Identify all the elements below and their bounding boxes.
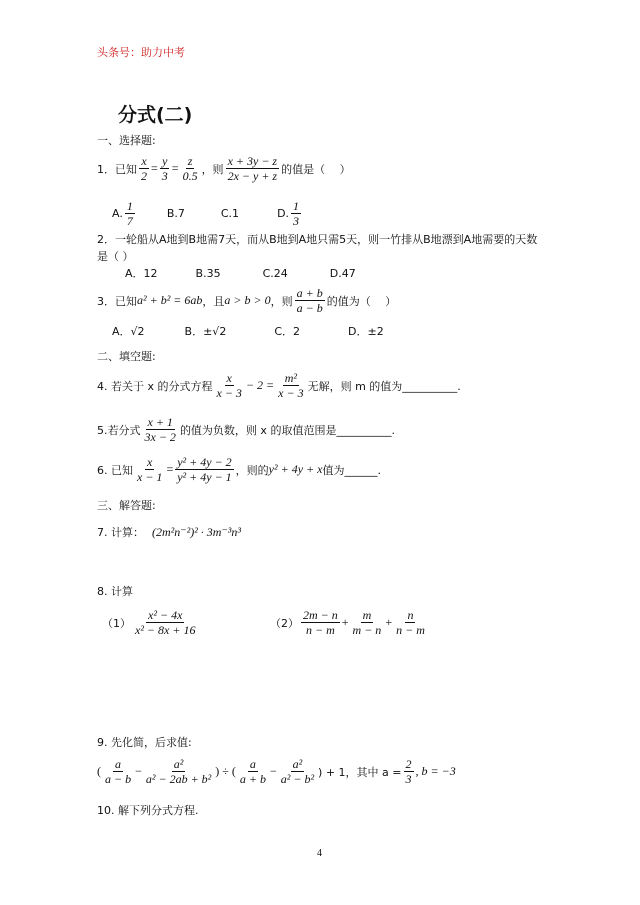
q9-value-b: , b = −3 — [415, 764, 456, 778]
q9-minus-1: − — [135, 764, 142, 778]
question-9: 9. 先化简，后求值: — [97, 736, 192, 749]
q3-suffix: 的值为（ ） — [326, 294, 397, 308]
q3-condition-1: a² + b² = 6ab — [137, 293, 203, 307]
q4-prefix: 4. 若关于 x 的分式方程 — [97, 379, 213, 393]
q2-option-a: A．12 — [125, 267, 158, 280]
q4-mid: − 2 = — [245, 378, 275, 392]
q2-options — [125, 265, 356, 281]
question-2-line2: 是（ ） — [97, 250, 134, 263]
page-title: 分式(二) — [118, 104, 193, 126]
q5-suffix: 的值为负数，则 x 的取值范围是__________. — [179, 423, 395, 437]
q9-open-paren: ( — [97, 764, 101, 778]
q3-mid2: ，则 — [270, 294, 293, 308]
q9-divide: ) ÷ ( — [215, 764, 236, 778]
q3-option-c: C．2 — [274, 325, 301, 338]
question-10: 10. 解下列分式方程. — [97, 804, 199, 817]
q9-frac-c: $\frac{a}{a + b}$ — [239, 757, 266, 786]
q8-plus-1: + — [341, 615, 349, 629]
q6-frac-1: $\frac{x}{x - 1}$ — [137, 455, 163, 484]
q1-eq1: = — [151, 161, 158, 175]
q1-frac-z05: $\frac{z}{0.5}$ — [182, 154, 198, 183]
q5-fraction: $\frac{x + 1}{3x - 2}$ — [144, 415, 176, 444]
q6-expression: y² + 4y + x — [268, 462, 323, 476]
q6-suffix: 值为______. — [322, 463, 381, 477]
q3-option-a: A．√2 — [112, 325, 145, 338]
question-2-line1: 2．一轮船从A地到B地需7天，而从B地到A地只需5天，则一竹排从B地漂到A地需要的天数 — [97, 233, 538, 246]
q3-prefix: 3．已知 — [97, 294, 137, 308]
q1-prefix: 1．已知 — [97, 162, 137, 176]
q1-option-a-frac: $\frac{1}{7}$ — [126, 199, 133, 228]
q1-option-d-frac: $\frac{1}{3}$ — [293, 199, 300, 228]
q7-prefix: 7. 计算： — [97, 526, 144, 539]
q5-prefix: 5.若分式 — [97, 423, 141, 437]
q1-frac-y3: $\frac{y}{3}$ — [161, 154, 168, 183]
page-number: 4 — [317, 848, 322, 859]
section-choice: 一、选择题: — [97, 134, 156, 147]
q8-part-2 — [270, 608, 429, 637]
q8-part-1-label: （1） — [102, 616, 131, 630]
q6-frac-2: $\frac{\text{y² + 4y − 2}}{\text{y² + 4y − 1}}$ — [177, 455, 232, 484]
q3-condition-2: a > b > 0 — [224, 293, 271, 307]
q8-part-2-frac-b: $\frac{m}{m - n}$ — [352, 608, 382, 637]
question-8: 8. 计算 — [97, 585, 133, 598]
q1-option-b: B.7 — [166, 207, 185, 220]
question-3 — [97, 286, 396, 315]
q3-option-d: D．±2 — [348, 325, 384, 338]
q3-option-b: B．±√2 — [184, 325, 227, 338]
q4-frac-1: $\frac{x}{x - 3}$ — [216, 371, 242, 400]
q1-frac-x2: $\frac{x}{2}$ — [141, 154, 147, 183]
q1-frac-main: $\frac{x + 3y - z}{2x - y + z}$ — [227, 154, 278, 183]
q8-part-2-frac-a: $\frac{2m - n}{n - m}$ — [303, 608, 338, 637]
q3-options — [112, 323, 384, 339]
q8-part-1 — [102, 608, 199, 637]
q4-suffix: 无解，则 m 的值为__________. — [307, 379, 461, 393]
q9-frac-b: $\frac{\text{a²}}{\text{a² − 2ab + b²}}$ — [145, 757, 212, 786]
q9-frac-d: $\frac{\text{a²}}{\text{a² − b²}}$ — [280, 757, 315, 786]
question-1 — [97, 154, 351, 183]
q6-eq: = — [166, 462, 174, 476]
q6-mid: ，则的 — [235, 463, 269, 477]
q9-value-a: $\frac{2}{3}$ — [405, 757, 412, 786]
q3-mid1: ，且 — [202, 294, 225, 308]
q8-part-2-frac-c: $\frac{n}{n - m}$ — [396, 608, 425, 637]
q8-plus-2: + — [385, 615, 393, 629]
question-4 — [97, 371, 461, 400]
q1-options — [112, 199, 303, 228]
question-7 — [97, 524, 241, 540]
q9-expression — [97, 757, 456, 786]
header-source: 头条号：助力中考 — [97, 46, 185, 59]
q9-frac-a: $\frac{a}{a - b}$ — [105, 757, 132, 786]
q1-option-c: C.1 — [220, 207, 240, 220]
q3-fraction: $\frac{a + b}{a - b}$ — [296, 286, 323, 315]
q1-mid: ，则 — [201, 162, 224, 176]
question-5 — [97, 415, 395, 444]
q1-option-d: D. — [277, 207, 290, 220]
q1-option-a: A. — [112, 207, 123, 220]
q1-suffix: 的值是（ ） — [281, 162, 351, 176]
q4-frac-2: $\frac{\text{m²}}{x - 3}$ — [278, 371, 304, 400]
q2-option-d: D.47 — [329, 266, 356, 280]
section-solve: 三、解答题: — [97, 499, 156, 512]
q9-close: ) + 1，其中 a = — [318, 765, 402, 779]
q1-eq2: = — [171, 161, 179, 175]
q9-minus-2: − — [269, 764, 277, 778]
q8-part-2-label: （2） — [270, 616, 299, 630]
q2-option-b: B.35 — [195, 266, 221, 280]
q8-part-1-fraction: $\frac{\text{x² − 4x}}{\text{x² − 8x + 16}}$ — [135, 608, 196, 637]
section-fill: 二、填空题: — [97, 350, 156, 363]
question-6 — [97, 455, 381, 484]
q6-prefix: 6. 已知 — [97, 463, 133, 477]
q7-expression: (2m²n⁻²)² · 3m⁻³n³ — [152, 524, 241, 539]
q2-option-c: C.24 — [262, 266, 288, 280]
